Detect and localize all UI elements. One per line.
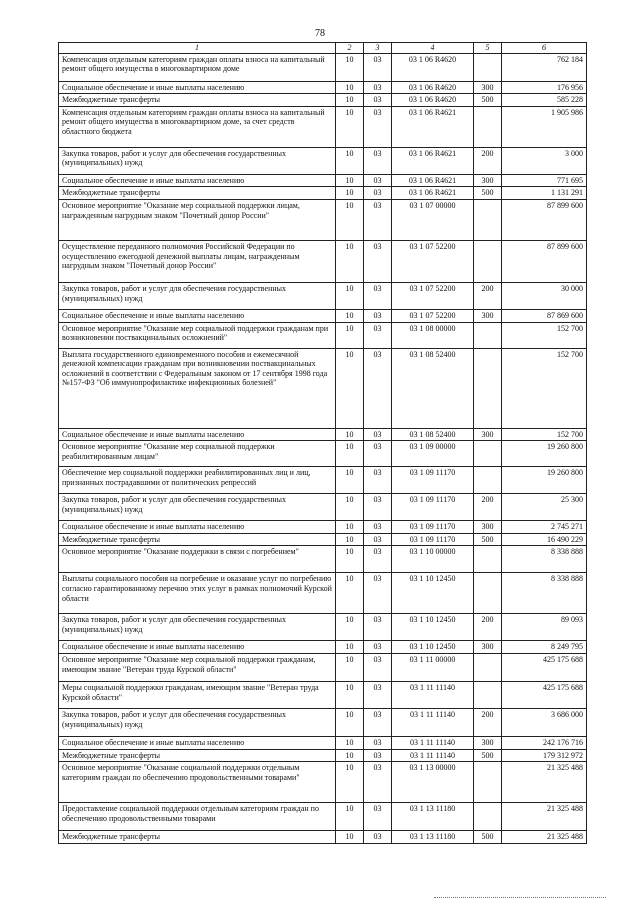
cell-section: 10 [336,467,364,494]
cell-target-code: 03 1 13 11180 [392,831,474,844]
table-row [59,641,587,654]
cell-amount: 242 176 716 [502,736,587,749]
cell-subsection: 03 [364,749,392,762]
cell-expense-type: 300 [474,641,502,654]
cell-target-code: 03 1 06 R4620 [392,53,474,81]
cell-name: Социальное обеспечение и иные выплаты населению [59,309,336,322]
cell-expense-type [474,53,502,81]
cell-target-code: 03 1 06 R4621 [392,174,474,187]
cell-expense-type: 200 [474,708,502,736]
cell-target-code: 03 1 10 12450 [392,573,474,614]
cell-section: 10 [336,174,364,187]
cell-amount: 19 260 800 [502,441,587,467]
cell-subsection: 03 [364,614,392,641]
cell-expense-type: 300 [474,736,502,749]
cell-target-code: 03 1 10 00000 [392,546,474,573]
cell-subsection: 03 [364,762,392,803]
cell-amount: 89 093 [502,614,587,641]
cell-subsection: 03 [364,240,392,282]
cell-target-code: 03 1 09 11170 [392,533,474,546]
table-row [59,187,587,200]
cell-target-code: 03 1 11 11140 [392,749,474,762]
cell-target-code: 03 1 08 52400 [392,348,474,428]
cell-section: 10 [336,831,364,844]
table-row [59,614,587,641]
column-header: 5 [474,43,502,54]
table-row [59,53,587,81]
cell-name: Межбюджетные трансферты [59,94,336,107]
cell-name: Компенсация отдельным категориям граждан оплаты взноса на капитальный ремонт общего имущества в многоквартирном доме, за счет средств областного бюджета [59,106,336,147]
table-row [59,240,587,282]
cell-name: Социальное обеспечение и иные выплаты населению [59,641,336,654]
cell-expense-type [474,573,502,614]
cell-expense-type [474,762,502,803]
cell-subsection: 03 [364,199,392,240]
budget-table [58,42,587,844]
cell-name: Закупка товаров, работ и услуг для обеспечения государственных (муниципальных) нужд [59,494,336,521]
cell-subsection: 03 [364,521,392,534]
cell-subsection: 03 [364,282,392,309]
cell-name: Выплаты социального пособия на погребение и оказание услуг по погребению согласно гарантированному перечню этих услуг в рамках полномочий Курской области [59,573,336,614]
cell-target-code: 03 1 06 R4621 [392,187,474,200]
cell-expense-type: 300 [474,428,502,441]
cell-section: 10 [336,199,364,240]
cell-section: 10 [336,348,364,428]
cell-expense-type: 500 [474,187,502,200]
cell-amount: 30 000 [502,282,587,309]
cell-target-code: 03 1 07 52200 [392,309,474,322]
table-row [59,573,587,614]
cell-subsection: 03 [364,106,392,147]
cell-name: Закупка товаров, работ и услуг для обеспечения государственных (муниципальных) нужд [59,147,336,174]
cell-target-code: 03 1 10 12450 [392,614,474,641]
column-header: 2 [336,43,364,54]
table-row [59,749,587,762]
cell-section: 10 [336,653,364,681]
column-header: 4 [392,43,474,54]
table-row [59,546,587,573]
cell-name: Основное мероприятие "Оказание мер социальной поддержки реабилитированным лицам" [59,441,336,467]
cell-subsection: 03 [364,494,392,521]
cell-section: 10 [336,573,364,614]
cell-amount: 425 175 688 [502,681,587,708]
cell-target-code: 03 1 09 11170 [392,494,474,521]
table-row [59,494,587,521]
cell-section: 10 [336,309,364,322]
cell-expense-type [474,322,502,348]
cell-expense-type: 500 [474,94,502,107]
cell-subsection: 03 [364,681,392,708]
cell-expense-type: 300 [474,309,502,322]
cell-subsection: 03 [364,428,392,441]
cell-amount: 585 228 [502,94,587,107]
cell-target-code: 03 1 07 52200 [392,282,474,309]
table-row [59,467,587,494]
cell-name: Предоставление социальной поддержки отдельным категориям граждан по обеспечению продовольственными товарами [59,803,336,831]
cell-section: 10 [336,708,364,736]
cell-amount: 176 956 [502,81,587,94]
cell-target-code: 03 1 06 R4621 [392,147,474,174]
scan-artifact-line [434,897,606,898]
cell-expense-type [474,441,502,467]
cell-amount: 21 325 488 [502,831,587,844]
cell-name: Социальное обеспечение и иные выплаты населению [59,521,336,534]
cell-section: 10 [336,762,364,803]
cell-amount: 152 700 [502,428,587,441]
table-row [59,736,587,749]
table-row [59,803,587,831]
cell-expense-type: 300 [474,174,502,187]
cell-section: 10 [336,533,364,546]
cell-subsection: 03 [364,94,392,107]
cell-name: Социальное обеспечение и иные выплаты населению [59,428,336,441]
cell-section: 10 [336,322,364,348]
table-row [59,174,587,187]
table-row [59,708,587,736]
cell-subsection: 03 [364,533,392,546]
cell-target-code: 03 1 06 R4620 [392,94,474,107]
cell-target-code: 03 1 08 00000 [392,322,474,348]
cell-subsection: 03 [364,653,392,681]
cell-amount: 8 338 888 [502,573,587,614]
cell-name: Компенсация отдельным категориям граждан оплаты взноса на капитальный ремонт общего имущества в многоквартирном доме [59,53,336,81]
table-row [59,282,587,309]
cell-target-code: 03 1 08 52400 [392,428,474,441]
cell-target-code: 03 1 07 52200 [392,240,474,282]
cell-amount: 87 899 600 [502,199,587,240]
cell-amount: 19 260 800 [502,467,587,494]
cell-subsection: 03 [364,803,392,831]
table-row [59,681,587,708]
table-row [59,762,587,803]
cell-expense-type: 300 [474,521,502,534]
cell-amount: 1 131 291 [502,187,587,200]
table-row [59,428,587,441]
cell-name: Основное мероприятие "Оказание мер социальной поддержки гражданам, имеющим звание "Ветеран труда Курской области" [59,653,336,681]
cell-section: 10 [336,681,364,708]
cell-subsection: 03 [364,708,392,736]
cell-target-code: 03 1 11 11140 [392,708,474,736]
cell-expense-type [474,803,502,831]
cell-amount: 87 899 600 [502,240,587,282]
cell-amount: 1 905 986 [502,106,587,147]
budget-table-body [59,43,587,844]
cell-expense-type [474,681,502,708]
cell-name: Выплата государственного единовременного пособия и ежемесячной денежной компенсации гражданам при возникновении поствакцинальных осложнений в соответствии с Федеральным законом от 17 сентября 1998 года №157-ФЗ "Об иммунопрофилактике инфекционных болезней" [59,348,336,428]
table-row [59,322,587,348]
table-row [59,309,587,322]
cell-amount: 21 325 488 [502,762,587,803]
cell-target-code: 03 1 11 11140 [392,736,474,749]
cell-subsection: 03 [364,81,392,94]
cell-name: Меры социальной поддержки гражданам, имеющим звание "Ветеран труда Курской области" [59,681,336,708]
page-number: 78 [315,28,325,39]
cell-section: 10 [336,641,364,654]
cell-expense-type [474,467,502,494]
cell-section: 10 [336,187,364,200]
cell-section: 10 [336,282,364,309]
cell-section: 10 [336,441,364,467]
cell-target-code: 03 1 09 00000 [392,441,474,467]
cell-target-code: 03 1 13 11180 [392,803,474,831]
cell-section: 10 [336,614,364,641]
cell-section: 10 [336,521,364,534]
cell-section: 10 [336,106,364,147]
cell-amount: 16 490 229 [502,533,587,546]
cell-target-code: 03 1 06 R4621 [392,106,474,147]
cell-section: 10 [336,494,364,521]
cell-expense-type: 200 [474,282,502,309]
cell-name: Осуществление переданного полномочия Российской Федерации по осуществлению ежегодной денежной выплаты лицам, награжденным нагрудным знаком "Почетный донор России" [59,240,336,282]
cell-name: Закупка товаров, работ и услуг для обеспечения государственных (муниципальных) нужд [59,614,336,641]
cell-name: Социальное обеспечение и иные выплаты населению [59,174,336,187]
table-header-row [59,43,587,54]
cell-section: 10 [336,147,364,174]
cell-amount: 762 184 [502,53,587,81]
cell-name: Социальное обеспечение и иные выплаты населению [59,81,336,94]
cell-expense-type: 500 [474,831,502,844]
cell-section: 10 [336,94,364,107]
cell-amount: 2 745 271 [502,521,587,534]
column-header: 6 [502,43,587,54]
cell-expense-type [474,106,502,147]
cell-name: Межбюджетные трансферты [59,533,336,546]
cell-section: 10 [336,53,364,81]
cell-name: Межбюджетные трансферты [59,831,336,844]
cell-amount: 25 300 [502,494,587,521]
cell-section: 10 [336,749,364,762]
cell-section: 10 [336,546,364,573]
cell-name: Основное мероприятие "Оказание социальной поддержки отдельным категориям граждан по обеспечению продовольственными товарами" [59,762,336,803]
cell-target-code: 03 1 13 00000 [392,762,474,803]
cell-subsection: 03 [364,546,392,573]
cell-expense-type [474,348,502,428]
cell-name: Обеспечение мер социальной поддержки реабилитированных лиц и лиц, признанных пострадавшими от политических репрессий [59,467,336,494]
cell-target-code: 03 1 11 11140 [392,681,474,708]
cell-section: 10 [336,736,364,749]
cell-amount: 152 700 [502,348,587,428]
cell-subsection: 03 [364,53,392,81]
column-header: 3 [364,43,392,54]
table-row [59,106,587,147]
cell-subsection: 03 [364,441,392,467]
cell-expense-type: 200 [474,147,502,174]
table-row [59,199,587,240]
cell-subsection: 03 [364,147,392,174]
cell-name: Закупка товаров, работ и услуг для обеспечения государственных (муниципальных) нужд [59,708,336,736]
table-row [59,533,587,546]
column-header: 1 [59,43,336,54]
cell-subsection: 03 [364,831,392,844]
cell-expense-type: 300 [474,81,502,94]
cell-expense-type [474,240,502,282]
cell-subsection: 03 [364,467,392,494]
cell-subsection: 03 [364,348,392,428]
table-row [59,94,587,107]
cell-subsection: 03 [364,573,392,614]
cell-name: Основное мероприятие "Оказание мер социальной поддержки лицам, награжденным нагрудным знаком "Почетный донор России" [59,199,336,240]
cell-amount: 8 338 888 [502,546,587,573]
cell-expense-type [474,546,502,573]
cell-subsection: 03 [364,309,392,322]
cell-subsection: 03 [364,174,392,187]
cell-name: Межбюджетные трансферты [59,187,336,200]
cell-section: 10 [336,428,364,441]
table-row [59,441,587,467]
table-row [59,653,587,681]
cell-target-code: 03 1 10 12450 [392,641,474,654]
cell-name: Закупка товаров, работ и услуг для обеспечения государственных (муниципальных) нужд [59,282,336,309]
cell-target-code: 03 1 11 00000 [392,653,474,681]
cell-subsection: 03 [364,641,392,654]
cell-target-code: 03 1 07 00000 [392,199,474,240]
cell-subsection: 03 [364,736,392,749]
cell-amount: 3 686 000 [502,708,587,736]
cell-amount: 8 249 795 [502,641,587,654]
cell-amount: 21 325 488 [502,803,587,831]
cell-target-code: 03 1 06 R4620 [392,81,474,94]
table-row [59,81,587,94]
cell-target-code: 03 1 09 11170 [392,467,474,494]
table-row [59,348,587,428]
cell-name: Основное мероприятие "Оказание мер социальной поддержки гражданам при возникновении поствакцинальных осложнений" [59,322,336,348]
cell-target-code: 03 1 09 11170 [392,521,474,534]
cell-expense-type: 200 [474,614,502,641]
cell-section: 10 [336,81,364,94]
table-row [59,831,587,844]
cell-expense-type [474,653,502,681]
cell-amount: 771 695 [502,174,587,187]
cell-name: Социальное обеспечение и иные выплаты населению [59,736,336,749]
cell-name: Межбюджетные трансферты [59,749,336,762]
cell-amount: 3 000 [502,147,587,174]
cell-expense-type: 500 [474,533,502,546]
cell-subsection: 03 [364,322,392,348]
cell-expense-type [474,199,502,240]
cell-name: Основное мероприятие "Оказание поддержки в связи с погребением" [59,546,336,573]
cell-expense-type: 500 [474,749,502,762]
cell-amount: 152 700 [502,322,587,348]
cell-amount: 179 312 972 [502,749,587,762]
cell-amount: 425 175 688 [502,653,587,681]
table-row [59,521,587,534]
cell-expense-type: 200 [474,494,502,521]
cell-subsection: 03 [364,187,392,200]
cell-amount: 87 869 600 [502,309,587,322]
table-row [59,147,587,174]
cell-section: 10 [336,803,364,831]
cell-section: 10 [336,240,364,282]
